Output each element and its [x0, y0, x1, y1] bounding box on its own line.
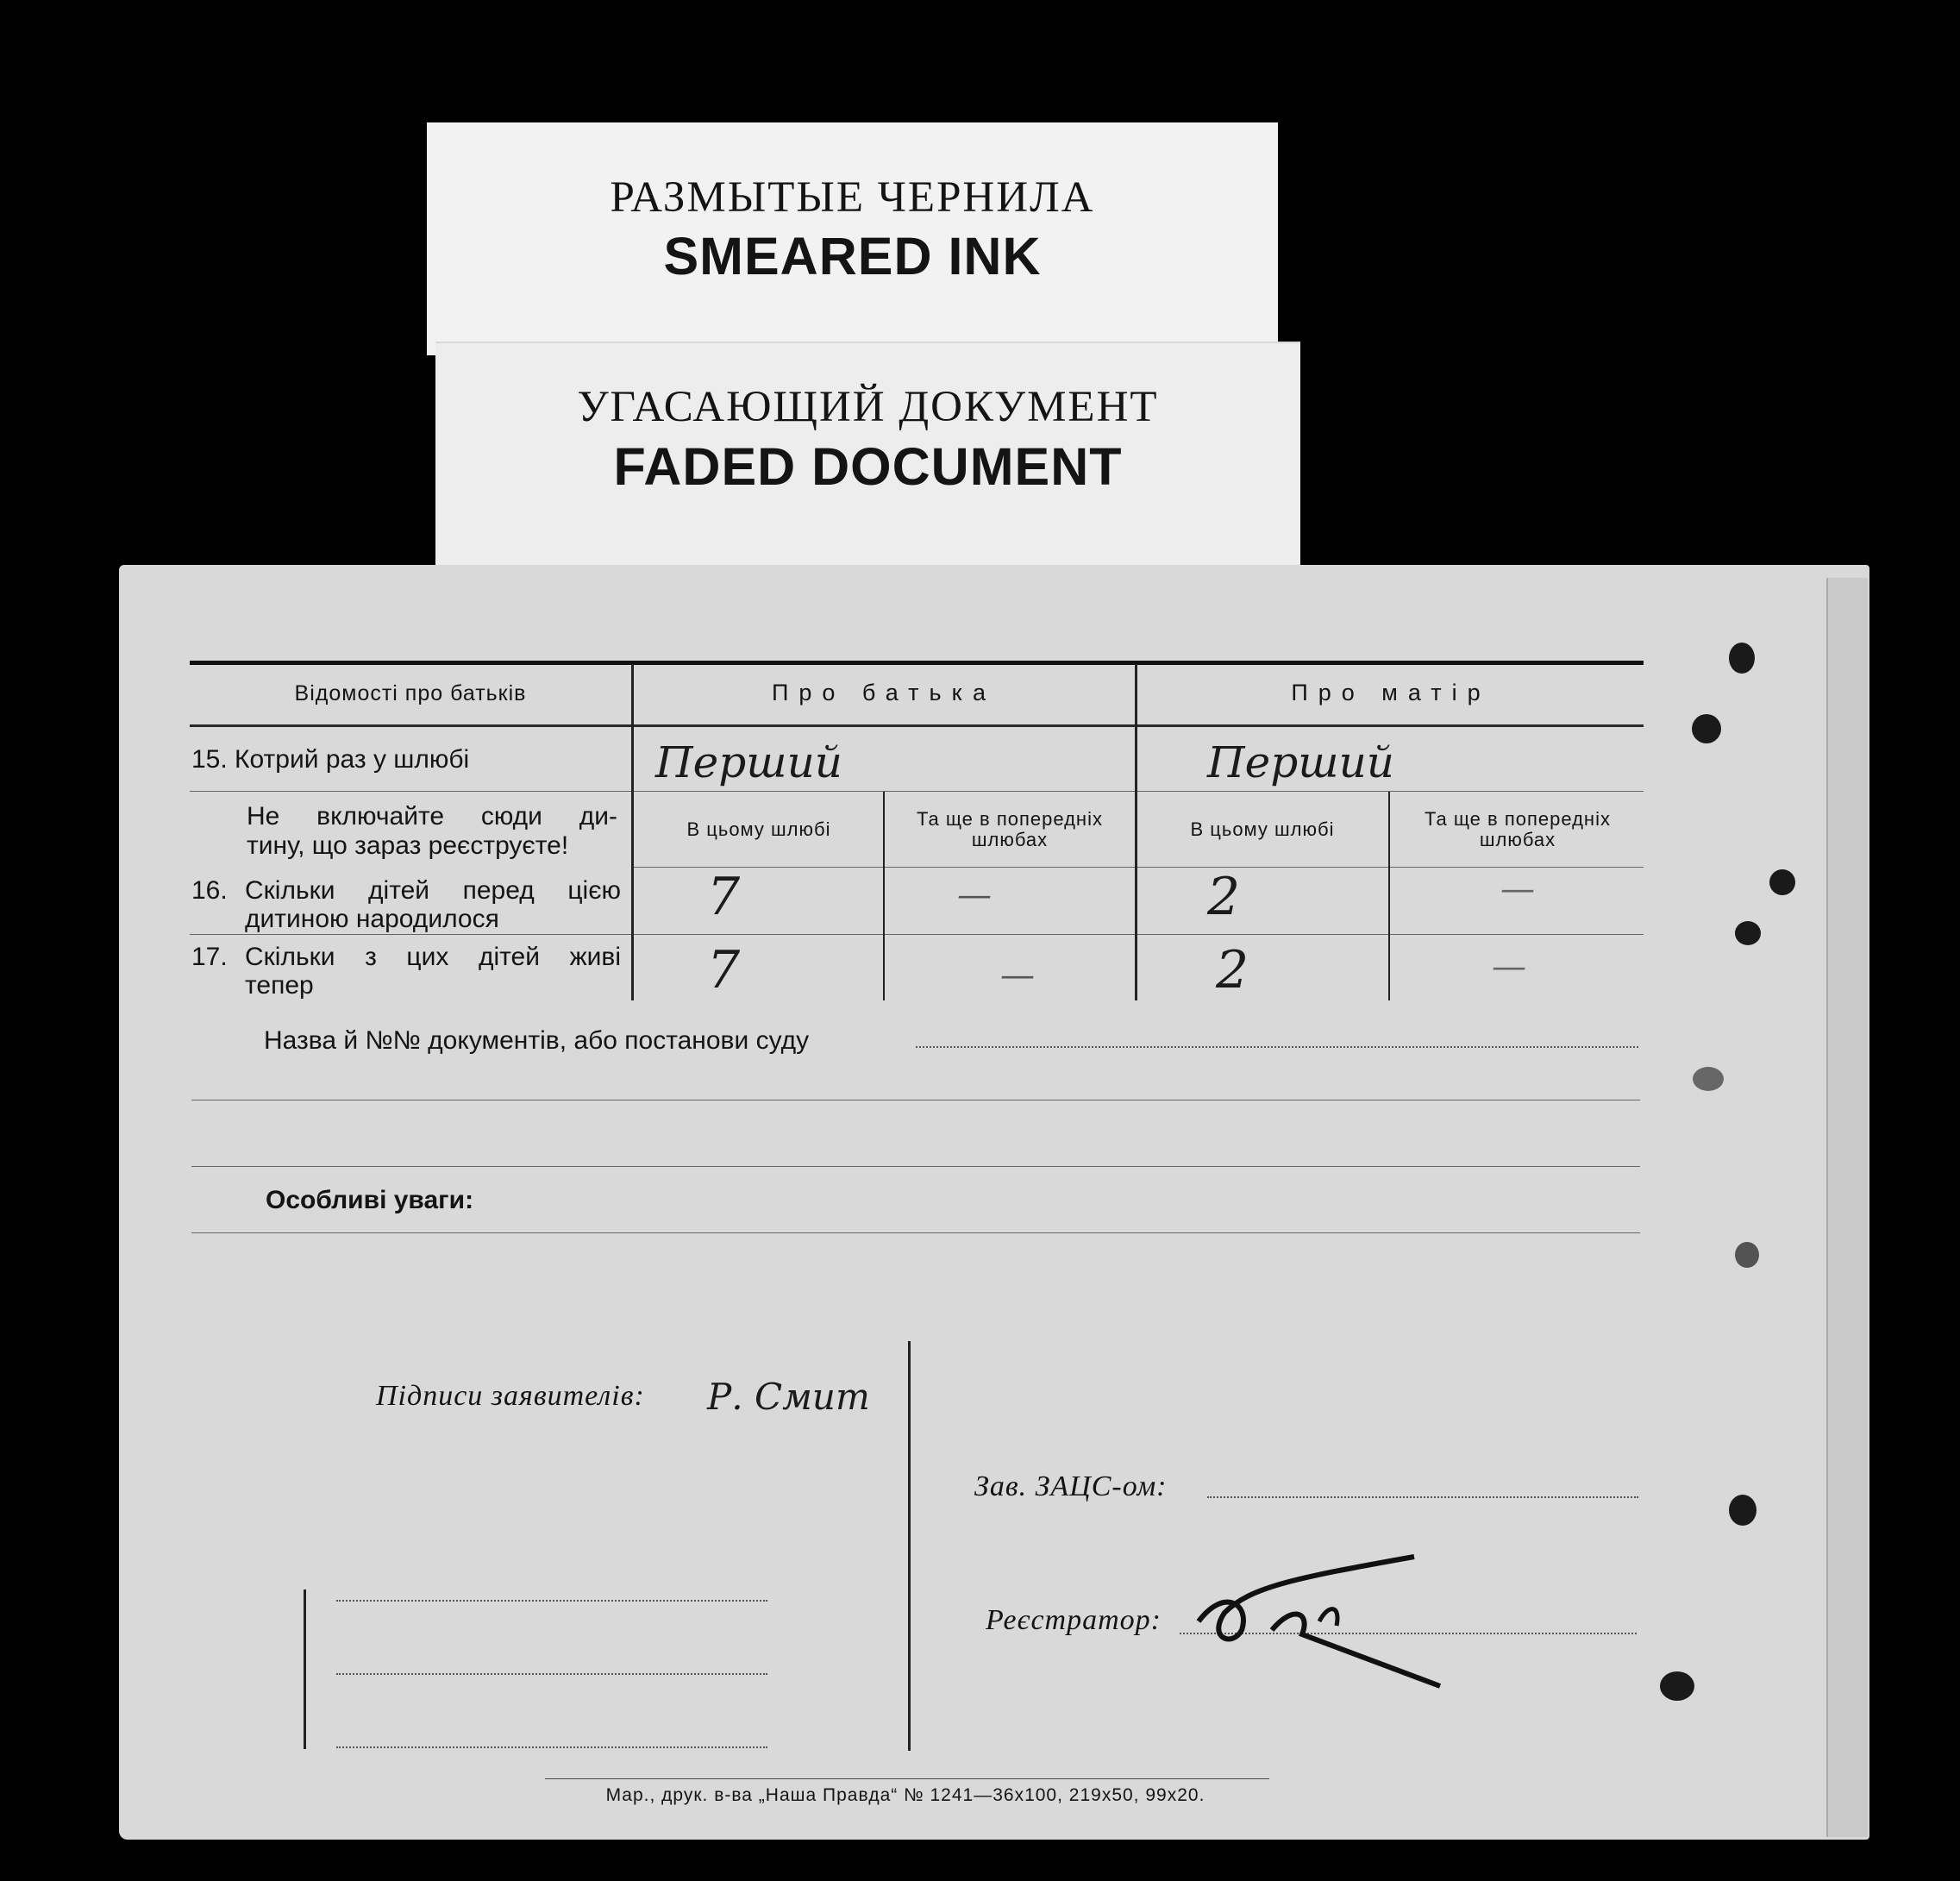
col-divider-parents — [1135, 664, 1137, 1000]
punch-hole — [1735, 921, 1761, 945]
row16-rule — [190, 934, 1644, 935]
father-this-marriage-header: В цьому шлюбі — [686, 818, 831, 840]
row17-number: 17. — [191, 943, 228, 971]
remarks-rule — [191, 1232, 1640, 1233]
father-prev-marriages-header-2: шлюбах — [971, 829, 1049, 850]
signatures-label: Підписи заявителів: — [376, 1380, 645, 1412]
bracket-left — [304, 1589, 306, 1749]
row16-mother-this: 2 — [1207, 867, 1241, 927]
row16-mother-prev: — — [1500, 869, 1535, 909]
punch-hole — [1729, 643, 1755, 674]
remarks-label: Особливі уваги: — [266, 1186, 474, 1214]
documents-rule-2 — [191, 1166, 1640, 1167]
mother-prev-marriages-header-1: Та ще в попередніх — [1425, 808, 1611, 830]
mother-prev-marriages-header-2: шлюбах — [1479, 829, 1556, 850]
col-divider-father-sub — [883, 792, 885, 1000]
row17-line2: тепер — [245, 971, 314, 1000]
punch-hole — [1769, 869, 1795, 895]
faded-document-label — [435, 343, 1300, 569]
smeared-ink-label — [427, 122, 1278, 355]
signatures-value: Р. Смит — [707, 1376, 870, 1418]
head-dotted-line — [1207, 1496, 1638, 1498]
header-father: Про батька — [771, 680, 997, 705]
bracket-line-1 — [336, 1600, 767, 1602]
punch-hole — [1692, 714, 1721, 743]
punch-hole — [1729, 1495, 1756, 1526]
mother-this-marriage-header: В цьому шлюбі — [1190, 818, 1335, 840]
footer-imprint: Мар., друк. в-ва „Наша Правда“ № 1241—36х100, 219х50, 99х20. — [605, 1785, 1205, 1805]
faded-document-label-ru: УГАСАЮЩИЙ ДОКУМЕНТ — [577, 383, 1159, 431]
smeared-ink-label-en: SMEARED INK — [663, 227, 1042, 285]
row15-father-value: Перший — [655, 737, 842, 787]
header-info: Відомості про батьків — [294, 681, 527, 705]
table-header-rule — [190, 724, 1644, 727]
row15-rule — [190, 791, 1644, 792]
row16-number: 16. — [191, 876, 228, 905]
row17-mother-prev: — — [1492, 947, 1526, 987]
registrar-label: Реєстратор: — [986, 1604, 1162, 1636]
note-rule — [634, 867, 1644, 868]
registrar-signature — [1190, 1552, 1449, 1690]
row15-mother-value: Перший — [1207, 737, 1394, 787]
row17-mother-this: 2 — [1216, 940, 1249, 1000]
col-divider-info — [631, 664, 634, 1000]
row16-father-this: 7 — [707, 867, 741, 927]
table-top-rule — [190, 661, 1644, 665]
head-label: Зав. ЗАЦС-ом: — [974, 1470, 1168, 1502]
punch-hole — [1735, 1242, 1759, 1268]
footer-rule — [545, 1778, 1269, 1779]
signatures-divider — [908, 1341, 911, 1751]
row16-line1: Скільки дітей перед цією — [245, 876, 621, 905]
bracket-line-3 — [336, 1746, 767, 1748]
faded-document-label-en: FADED DOCUMENT — [613, 437, 1123, 496]
col-divider-mother-sub — [1388, 792, 1390, 1000]
documents-label: Назва й №№ документів, або постанови суду — [264, 1026, 810, 1055]
punch-hole — [1660, 1671, 1694, 1701]
row16-line2: дитиною народилося — [245, 905, 499, 933]
row17-father-this: 7 — [707, 940, 741, 1000]
row15-label: 15. Котрий раз у шлюбі — [191, 745, 470, 774]
note-line2: тину, що зараз реєструєте! — [247, 831, 569, 860]
bracket-line-2 — [336, 1673, 767, 1675]
punch-hole — [1693, 1067, 1724, 1091]
documents-dotted-line — [916, 1046, 1638, 1048]
row16-father-prev: — — [957, 875, 992, 915]
header-mother: Про матір — [1291, 680, 1491, 705]
row17-father-prev: — — [1000, 956, 1035, 995]
father-prev-marriages-header-1: Та ще в попередніх — [917, 808, 1103, 830]
note-line1: Не включайте сюди ди- — [247, 802, 617, 831]
smeared-ink-label-ru: РАЗМЫТЫЕ ЧЕРНИЛА — [610, 173, 1095, 222]
sheet-edge — [1826, 578, 1868, 1837]
row17-line1: Скільки з цих дітей живі — [245, 943, 621, 971]
